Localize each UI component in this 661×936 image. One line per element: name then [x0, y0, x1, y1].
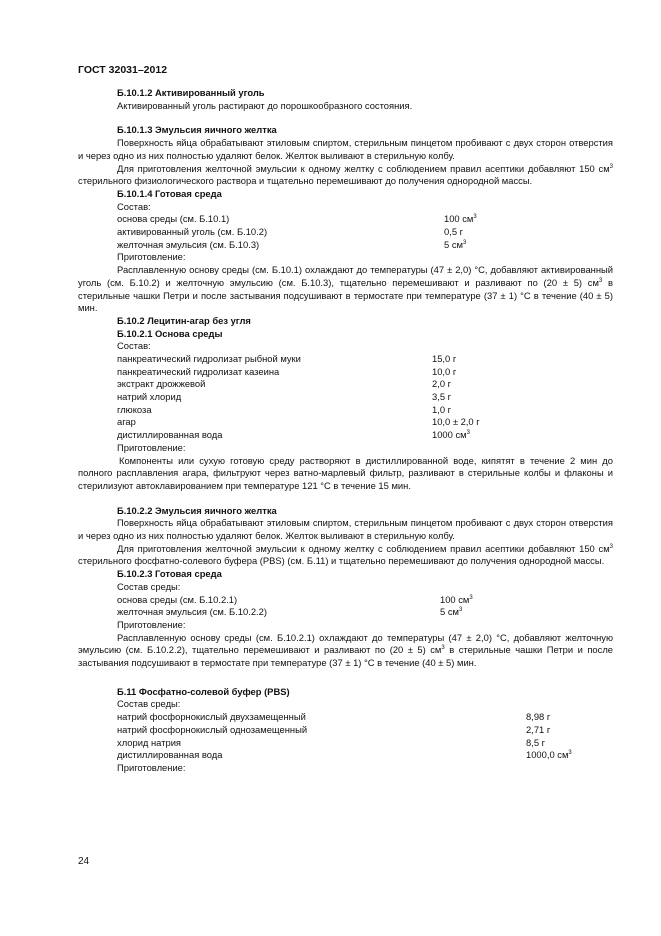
ingredient-amount: 8,5 г	[526, 736, 546, 748]
composition-row	[78, 213, 613, 226]
ingredient-amount: 100 $см^3$	[440, 593, 473, 605]
composition-row	[78, 391, 613, 404]
ingredient-amount: 15,0 г	[432, 353, 457, 365]
paragraph: Расплавленную основу среды (см. Б.10.2.1) охлаждают до температуры (47 ± 2,0) °С, добавляют желточную эмульсию (см. Б.10.2.2), тщательно перемешивают и разливают по (20 ± 5) $см^3$ в стерильные чашки Петри и после застывания подсушивают в термостате при температуре (37 ± 1) °С в течение (40 ± 5) мин.	[78, 631, 613, 669]
section-heading: Б.10.1.3 Эмульсия яичного желтка	[117, 124, 277, 136]
section-heading: Б.10.2 Лецитин-агар без угля	[117, 314, 251, 326]
composition-label: Состав среды:	[117, 698, 181, 710]
ingredient-name: основа среды (см. Б.10.1)	[117, 213, 230, 225]
composition-table	[78, 353, 613, 442]
ingredient-name: натрий фосфорнокислый двухзамещенный	[117, 711, 306, 723]
paragraph: Активированный уголь растирают до порошкообразного состояния.	[117, 99, 413, 111]
section-heading: Б.10.2.1 Основа среды	[117, 327, 223, 339]
page-number: 24	[78, 856, 90, 867]
section-heading: Б.11 Фосфатно-солевой буфер (PBS)	[117, 685, 290, 697]
document-header: ГОСТ 32031–2012	[78, 64, 168, 76]
document-body	[78, 87, 613, 775]
paragraph: Для приготовления желточной эмульсии к одному желтку с соблюдением правил асептики добавляют 150 $см^3$ стерильного физиологического раствора и тщательно перемешивают до получения однородной массы.	[78, 162, 613, 187]
ingredient-name: агар	[117, 416, 136, 428]
composition-label: Состав:	[117, 340, 151, 352]
ingredient-name: дистиллированная вода	[117, 749, 223, 761]
composition-label: Состав среды:	[117, 580, 181, 592]
paragraph: Поверхность яйца обрабатывают этиловым спиртом, стерильным пинцетом пробивают с двух сторон отверстия и через одно из них полностью удаляют белок. Желток выливают в стерильную колбу.	[78, 137, 613, 161]
composition-row	[78, 416, 613, 429]
ingredient-name: активированный уголь (см. Б.10.2)	[117, 226, 268, 238]
ingredient-name: натрий хлорид	[117, 391, 182, 403]
composition-row	[78, 239, 613, 252]
composition-row	[78, 724, 613, 737]
ingredient-amount: 8,98 г	[526, 711, 551, 723]
ingredient-amount: 3,5 г	[432, 391, 452, 403]
paragraph: Расплавленную основу среды (см. Б.10.1) охлаждают до температуры (47 ± 2,0) °С, добавляют активированный уголь (см. Б.10.2) и желточную эмульсию (см. Б.10.3), тщательно перемешивают и разливают по (20 ± 5) $см^3$ в стерильные чашки Петри и после застывания подсушивают в термостате при температуре (37 ± 1) °С в течение (40 ± 5) мин.	[78, 264, 613, 314]
preparation-label: Приготовление:	[117, 618, 186, 630]
ingredient-name: хлорид натрия	[117, 736, 182, 748]
section-heading: Б.10.2.2 Эмульсия яичного желтка	[117, 504, 277, 516]
ingredient-amount: 1,0 г	[432, 403, 452, 415]
composition-row	[78, 606, 613, 619]
composition-row	[78, 353, 613, 366]
ingredient-name: экстракт дрожжевой	[117, 378, 206, 390]
composition-table	[78, 213, 613, 251]
composition-row	[78, 366, 613, 379]
composition-label: Состав:	[117, 200, 151, 212]
ingredient-name: панкреатический гидролизат казеина	[117, 365, 280, 377]
ingredient-amount: 2,71 г	[526, 723, 551, 735]
ingredient-name: желточная эмульсия (см. Б.10.2.2)	[117, 606, 267, 618]
preparation-label: Приготовление:	[117, 441, 186, 453]
ingredient-name: натрий фосфорнокислый однозамещенный	[117, 723, 308, 735]
ingredient-name: глюкоза	[117, 403, 152, 415]
section-heading: Б.10.1.2 Активированный уголь	[117, 87, 265, 98]
ingredient-amount: 100 $см^3$	[444, 213, 477, 225]
ingredient-amount: 10,0 ± 2,0 г	[432, 416, 480, 428]
ingredient-name: желточная эмульсия (см. Б.10.3)	[117, 238, 260, 250]
composition-row	[78, 711, 613, 724]
composition-row	[78, 594, 613, 607]
composition-row	[78, 378, 613, 391]
paragraph: Поверхность яйца обрабатывают этиловым спиртом, стерильным пинцетом пробивают с двух сторон отверстия и через одно из них полностью удаляют белок. Желток выливают в стерильную колбу.	[78, 517, 613, 542]
ingredient-amount: 0,5 г	[444, 226, 464, 238]
ingredient-amount: 1000 $см^3$	[432, 429, 470, 441]
composition-table	[78, 594, 613, 619]
ingredient-name: основа среды (см. Б.10.2.1)	[117, 593, 238, 605]
preparation-label: Приготовление:	[117, 761, 186, 773]
ingredient-amount: 2,0 г	[432, 378, 452, 390]
composition-row	[78, 737, 613, 750]
ingredient-amount: 1000,0 $см^3$	[526, 749, 572, 761]
preparation-label: Приготовление:	[117, 251, 186, 263]
composition-row	[78, 429, 613, 442]
section-heading: Б.10.1.4 Готовая среда	[117, 187, 222, 199]
ingredient-name: дистиллированная вода	[117, 429, 223, 441]
paragraph: Для приготовления желточной эмульсии к одному желтку с соблюдением правил асептики добавляют 150 $см^3$ стерильного фосфатно-солевого буфера (PBS) (см. Б.11) и тщательно перемешивают до получения однородной массы.	[78, 542, 613, 567]
ingredient-name: панкреатический гидролизат рыбной муки	[117, 353, 301, 365]
section-heading: Б.10.2.3 Готовая среда	[117, 568, 222, 580]
ingredient-amount: 10,0 г	[432, 365, 457, 377]
composition-row	[78, 404, 613, 417]
composition-row	[78, 749, 613, 762]
composition-row	[78, 226, 613, 239]
paragraph: Компоненты или сухую готовую среду растворяют в дистиллированной воде, кипятят в течение 2 мин до полного расплавления агара, фильтруют через ватно-марлевый фильтр, разливают в стерильные колбы и флаконы и стерилизуют автоклавированием при температуре 121 °С в течение 15 мин.	[78, 454, 613, 491]
ingredient-amount: 5 $см^3$	[444, 238, 467, 250]
composition-table	[78, 711, 613, 762]
ingredient-amount: 5 $см^3$	[440, 606, 463, 618]
